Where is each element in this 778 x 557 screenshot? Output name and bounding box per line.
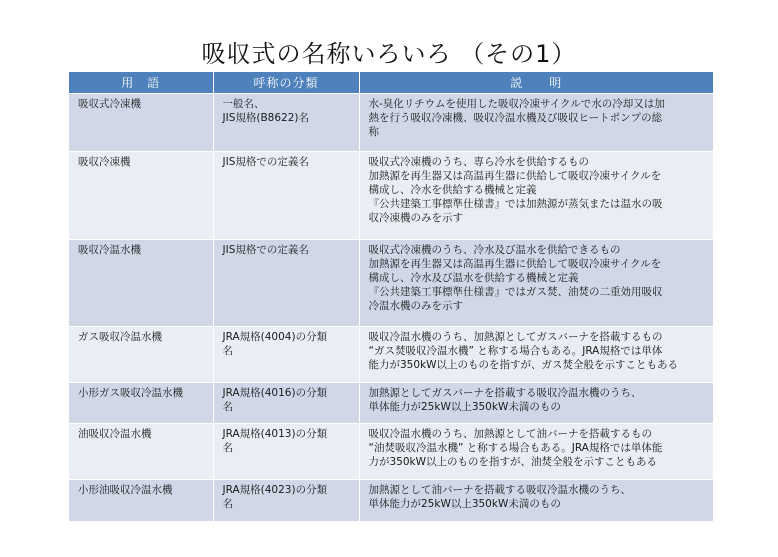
classification-cell: JIS規格での定義名 [213, 152, 359, 240]
classification-cell: 一般名、 JIS規格(B8622)名 [213, 94, 359, 152]
term-cell: 小形ガス吸収冷温水機 [69, 383, 213, 424]
table-row [69, 94, 713, 152]
classification-cell: JRA規格(4023)の分類 名 [213, 480, 359, 521]
term-cell: 吸収冷凍機 [69, 152, 213, 240]
table-row [69, 424, 713, 480]
description-cell: 吸収冷温水機のうち、加熱源として油バーナを搭載するもの “油焚吸収冷温水機” と称する場合もある。JRA規格では単体能 力が350kW以上のものを指すが、油焚全般を示すこともある [359, 424, 713, 480]
description-cell: 加熱源として油バーナを搭載する吸収冷温水機のうち、 単体能力が25kW以上350kW未満のもの [359, 480, 713, 521]
term-cell: ガス吸収冷温水機 [69, 327, 213, 383]
table-row [69, 327, 713, 383]
table-header-row [69, 72, 713, 94]
table-row [69, 240, 713, 327]
classification-cell: JIS規格での定義名 [213, 240, 359, 327]
slide-title: 吸収式の名称いろいろ （その1） [201, 40, 577, 68]
description-cell: 吸収式冷凍機のうち、冷水及び温水を供給できるもの 加熱源を再生器又は高温再生器に供給して吸収冷凍サイクルを 構成し、冷水及び温水を供給する機械と定義 『公共建築工事標準仕様書』ではガス焚、油焚の二重効用吸収 冷温水機のみを示す [359, 240, 713, 327]
term-cell: 吸収冷温水機 [69, 240, 213, 327]
classification-cell: JRA規格(4013)の分類 名 [213, 424, 359, 480]
table-row [69, 383, 713, 424]
header-description: 説 明 [359, 72, 713, 94]
term-cell: 油吸収冷温水機 [69, 424, 213, 480]
terms-table [69, 72, 713, 521]
classification-cell: JRA規格(4004)の分類 名 [213, 327, 359, 383]
description-cell: 吸収式冷凍機のうち、専ら冷水を供給するもの 加熱源を再生器又は高温再生器に供給して吸収冷凍サイクルを 構成し、冷水を供給する機械と定義 『公共建築工事標準仕様書』では加熱源が蒸気または温水の吸 収冷凍機のみを示す [359, 152, 713, 240]
table-row [69, 152, 713, 240]
table-row [69, 480, 713, 521]
term-cell: 小形油吸収冷温水機 [69, 480, 213, 521]
description-cell: 加熱源としてガスバーナを搭載する吸収冷温水機のうち、 単体能力が25kW以上350kW未満のもの [359, 383, 713, 424]
description-cell: 水-臭化リチウムを使用した吸収冷凍サイクルで水の冷却又は加 熱を行う吸収冷凍機、吸収冷温水機及び吸収ヒートポンプの総 称 [359, 94, 713, 152]
header-term: 用 語 [69, 72, 213, 94]
header-classification: 呼称の分類 [213, 72, 359, 94]
term-cell: 吸収式冷凍機 [69, 94, 213, 152]
description-cell: 吸収冷温水機のうち、加熱源としてガスバーナを搭載するもの “ガス焚吸収冷温水機” と称する場合もある。JRA規格では単体 能力が350kW以上のものを指すが、ガス焚全般を示すこともある [359, 327, 713, 383]
classification-cell: JRA規格(4016)の分類 名 [213, 383, 359, 424]
